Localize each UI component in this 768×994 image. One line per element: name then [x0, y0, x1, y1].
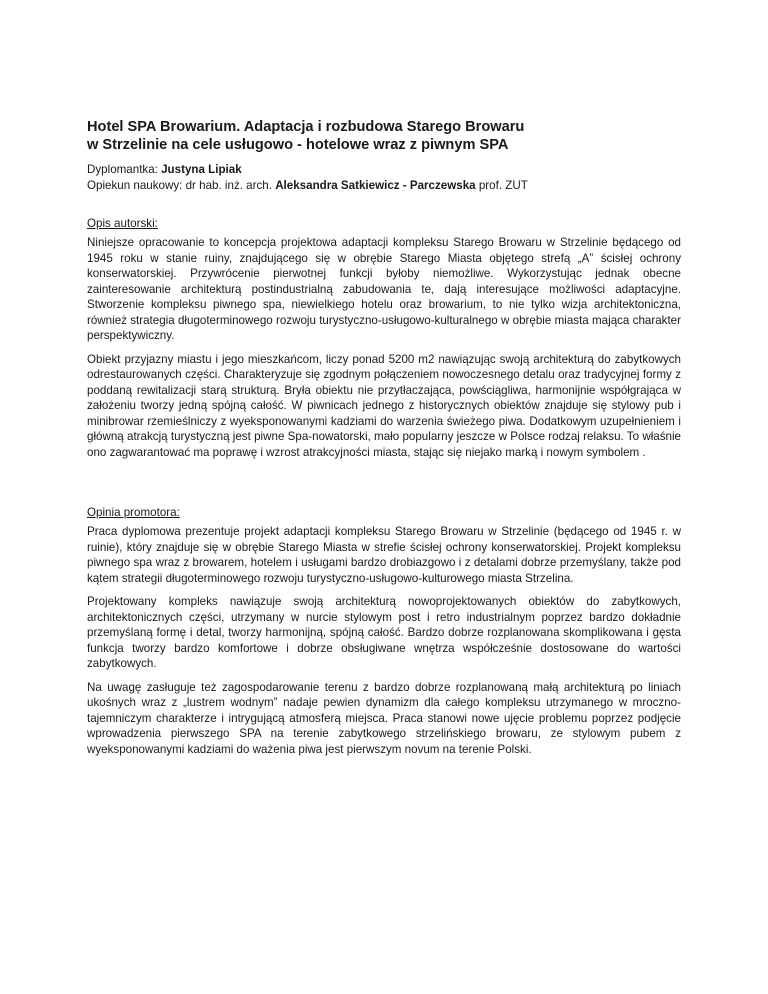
paragraph: Niniejsze opracowanie to koncepcja projektowa adaptacji kompleksu Starego Browaru w Strzelinie będącego od 1945 roku w stanie ruiny, znajdującego się w obrębie Starego Miasta objętego strefą „A” ścisłej ochrony konserwatorskiej. Przywrócenie pierwotnej funkcji byłoby niemożliwe. Wykorzystując jednak obecne zainteresowanie architekturą postindustrialną zabudowania te, dają interesujące możliwości adaptacyjne. Stworzenie kompleksu piwnego spa, niewielkiego hotelu oraz browarium, to nie tylko wizja architektoniczna, również strategia długoterminowego rozwoju turystyczno-usługowo-kulturalnego w obrębie miasta mająca charakter perspektywiczny.: [87, 236, 681, 342]
author-line: [87, 162, 681, 178]
paragraph: Praca dyplomowa prezentuje projekt adaptacji kompleksu Starego Browaru w Strzelinie (będącego od 1945 r. w ruinie), który znajduje się w obrębie Starego Miasta w strefie ścisłej ochrony konserwatorskiej. Projekt kompleksu piwnego spa wraz z browarem, hotelem i usługami bardzo drobiazgowo i z detalami dobrze przemyślany, także pod kątem strategii długoterminowego rozwoju turystyczno-usługowo-kulturowego miasta Strzelina.: [87, 525, 681, 585]
paragraph: Na uwagę zasługuje też zagospodarowanie terenu z bardzo dobrze rozplanowaną małą architekturą po liniach ukośnych wraz z „lustrem wodnym” nadaje pewien dynamizm dla całego kompleksu utrzymanego w mroczno-tajemniczym charakterze i intrygującą atmosferą miejsca. Praca stanowi nowe ujęcie problemu poprzez podjęcie wprowadzenia pierwszego SPA na terenie zabytkowego strzelińskiego browaru, ze stylowym pubem z wyeksponowanymi kadziami do ważenia piwa jest pierwszym novum na terenie Polski.: [87, 680, 681, 756]
section-heading: Opis autorski:: [87, 217, 158, 230]
document-meta: [87, 162, 681, 193]
section-promoter-opinion: [87, 505, 681, 757]
document-page: [87, 118, 681, 765]
author-label: Dyplomantka:: [87, 163, 162, 176]
section-author-description: [87, 216, 681, 460]
supervisor-name: Aleksandra Satkiewicz - Parczewska: [275, 178, 476, 192]
section-heading: Opinia promotora:: [87, 506, 180, 519]
supervisor-suffix: prof. ZUT: [475, 178, 528, 192]
paragraph: Obiekt przyjazny miastu i jego mieszkańcom, liczy ponad 5200 m2 nawiązując swoją architekturą do zabytkowych odrestaurowanych części. Charakteryzuje się zgodnym połączeniem nowoczesnego detalu oraz tradycyjnej formy z poddaną rewitalizacji starą strukturą. Bryła obiektu nie przytłaczająca, powściągliwa, harmonijnie współgrająca w założeniu tworzy jedną spójną całość. W piwnicach jednego z historycznych obiektów znajduje się stylowy pub i minibrowar rzemieślniczy z wyeksponowanymi kadziami do warzenia świeżego piwa. Dodatkowym uzupełnieniem i główną atrakcją turystyczną jest piwne Spa-nowatorski, mało popularny jeszcze w Polsce rodzaj relaksu. To właśnie ono zagwarantować ma poprawę i wzrost atrakcyjności miasta, stając się niejako marką i nowym symbolem .: [87, 352, 681, 459]
author-name: Justyna Lipiak: [161, 163, 242, 176]
paragraph: Projektowany kompleks nawiązuje swoją architekturą nowoprojektowanych obiektów do zabytkowych, architektonicznych części, utrzymany w nurcie stylowym post i retro industrialnym poprzez bardzo dokładnie przemyślaną formę i detal, tworzy harmonijną, spójną całość. Bardzo dobrze rozplanowana skomplikowana i gęsta funkcja tworzy bardzo komfortowe i dobrze obsługiwane wnętrza współcześnie dostosowane do wartości zabytkowych.: [87, 595, 681, 670]
title-line-1: Hotel SPA Browarium. Adaptacja i rozbudowa Starego Browaru: [87, 119, 525, 135]
supervisor-label: Opiekun naukowy: dr hab. inż. arch.: [87, 178, 276, 192]
supervisor-line: [87, 178, 681, 194]
document-title: [87, 118, 681, 154]
title-line-2: w Strzelinie na cele usługowo - hotelowe wraz z piwnym SPA: [87, 137, 509, 153]
